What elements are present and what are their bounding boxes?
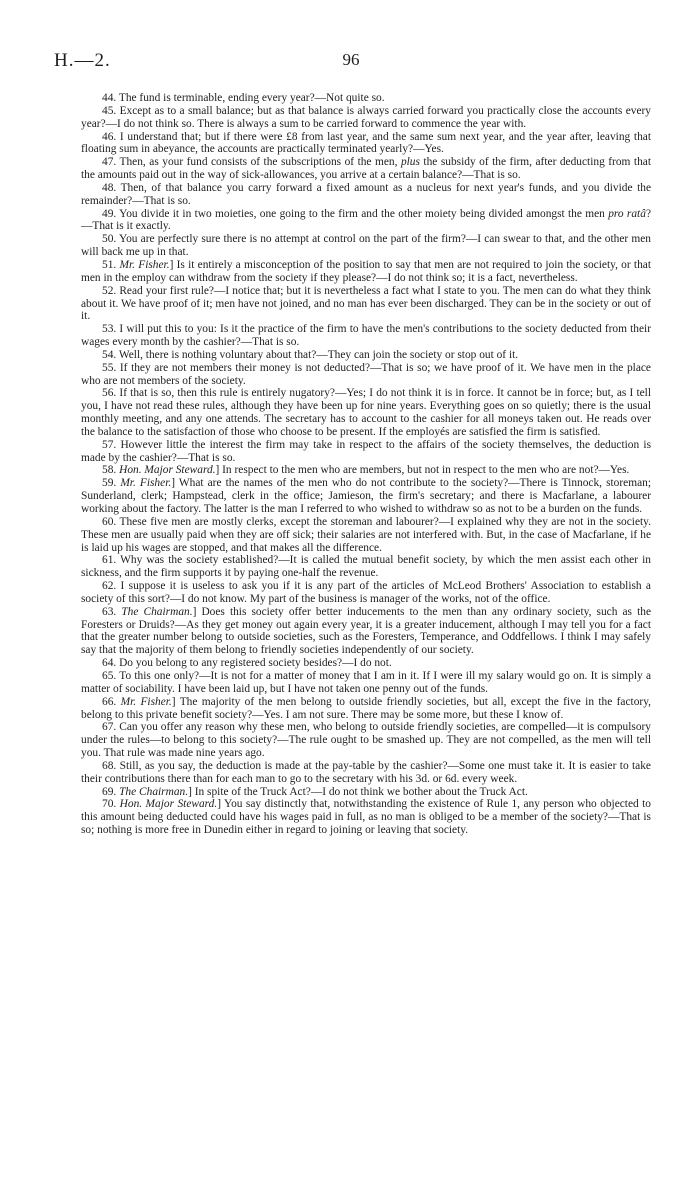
paragraph: 51. Mr. Fisher.] Is it entirely a misconception of the position to say that men are not required to join the society, or that men in the employ can withdraw from the society if they please?—I do not think so; it is a fact, nevertheless. [81,258,651,284]
speaker-name: The Chairman. [121,605,193,618]
paragraph: 54. Well, there is nothing voluntary about that?—They can join the society or stop out of it. [102,348,519,361]
paragraph: 46. I understand that; but if there were £8 from last year, and the same sum next year, and the year after, leaving that floating sum in abeyance, the accounts are practically terminated yearly?—Yes. [81,130,651,156]
paragraph: 47. Then, as your fund consists of the subscriptions of the men, plus the subsidy of the firm, after deducting from that the amounts paid out in the way of sick-allowances, you arrive at a certain balance?—That is so. [81,156,651,182]
paragraph: 70. Hon. Major Steward.] You say distinctly that, notwithstanding the existence of Rule 1, any person who objected to this amount being deducted could have his wages paid in full, as no man is obliged to be a member of the society?—That is so; nothing is more free in Dunedin either in regard to joining or leaving that society. [81,798,651,837]
paragraph: 65. To this one only?—It is not for a matter of money that I am in it. If I were ill my salary would go on. It is simply a matter of sociability. I have been laid up, but I have not taken one penny out of the funds. [81,669,651,695]
paragraph: 53. I will put this to you: Is it the practice of the firm to have the men's contributions to the society deducted from their wages every month by the cashier?—That is so. [81,323,651,349]
paragraph: 49. You divide it in two moieties, one going to the firm and the other moiety being divided amongst the men pro ratâ?—That is it exactly. [81,207,651,233]
paragraph: 57. However little the interest the firm may take in respect to the affairs of the society themselves, the deduction is made by the cashier?—That is so. [81,438,651,464]
paragraph: 59. Mr. Fisher.] What are the names of the men who do not contribute to the society?—There is Tinnock, storeman; Sunderland, clerk; Hampstead, clerk in the office; Jamieson, the firm's secretary; and there is Macfarlane, a labourer working about the factory. The latter is the man I referred to who wished to withdraw so as not to be a burden on the funds. [81,477,651,515]
paragraph: 56. If that is so, then this rule is entirely nugatory?—Yes; I do not think it is in force. It cannot be in force; but, as I tell you, I have not read these rules, although they have been up for nine years. Everything goes on so quietly; there is the usual monthly meeting, and any one attends. The secretary has to account to the cashier for all moneys taken out. He reads over the balance to the satisfaction of those who choose to be present. If the employés are satisfied the firm is satisfied. [81,387,651,438]
speaker-name: Hon. Major Steward. [119,798,218,811]
document-reference: H.—2. [54,50,111,71]
paragraph: 63. The Chairman.] Does this society offer better inducements to the men than any ordinary society, such as the Foresters or Druids?—As they get money out again every year, it is a greater inducement, although I may tell you for a fact that the greater number belong to outside societies, such as the Foresters, Temperance, and Oddfellows. I think I may safely say that the majority of them belong to friendly societies independently of our society. [81,605,651,657]
speaker-name: The Chairman. [119,785,189,798]
paragraph: 64. Do you belong to any registered society besides?—I do not. [102,657,392,670]
paragraph: 66. Mr. Fisher.] The majority of the men belong to outside friendly societies, but all, except the five in the factory, belong to this private benefit society?—Yes. I am not sure. There may be some more, but these I know of. [81,695,651,721]
paragraph: 58. Hon. Major Steward.] In respect to the men who are members, but not in respect to the men who are not?—Yes. [102,464,630,477]
paragraph: 61. Why was the society established?—It is called the mutual benefit society, by which the men assist each other in sickness, and the firm supports it by paying one-half the revenue. [81,554,651,580]
paragraph: 50. You are perfectly sure there is no attempt at control on the part of the firm?—I can swear to that, and the other men will back me up in that. [81,233,651,259]
paragraph: 44. The fund is terminable, ending every year?—Not quite so. [102,92,385,104]
paragraph: 45. Except as to a small balance; but as that balance is always carried forward you practically close the accounts every year?—I do not think so. There is always a sum to be carried forward to commence the year with. [81,104,651,130]
page-header [54,50,648,74]
speaker-name: Mr. Fisher. [119,258,170,271]
speaker-name: Mr. Fisher. [120,695,172,708]
paragraph: 69. The Chairman.] In spite of the Truck Act?—I do not think we bother about the Truck Act. [102,785,528,798]
paragraph: 52. Read your first rule?—I notice that; but it is nevertheless a fact what I state to you. The men can do what they think about it. We have proof of it; men have not joined, and no man has ever been discharged. They can be in the society or out of it. [81,284,651,323]
paragraph: 67. Can you offer any reason why these men, who belong to outside friendly societies, are compelled—it is compulsory under the rules—to belong to this society?—The rule ought to be smashed up. They are not compelled, as the men will tell you. That rule was made nine years ago. [81,721,651,760]
paragraph: 60. These five men are mostly clerks, except the storeman and labourer?—I explained why they are not in the society. These men are usually paid when they are off sick; their salaries are not interfered with. But, in the case of Macfarlane, if he is laid up his wages are stopped, and that makes all the difference. [81,515,651,554]
page-number: 96 [342,50,360,69]
paragraph: 55. If they are not members their money is not deducted?—That is so; we have proof of it. We have men in the place who are not members of the society. [81,361,651,387]
paragraph: 68. Still, as you say, the deduction is made at the pay-table by the cashier?—Some one must take it. It is easier to take their contributions there than for each man to go to the secretary with his 3d. or 6d. every week. [81,759,651,785]
paragraph: 48. Then, of that balance you carry forward a fixed amount as a nucleus for next year's funds, and you divide the remainder?—That is so. [81,181,651,207]
speaker-name: Hon. Major Steward. [119,464,216,477]
paragraph: 62. I suppose it is useless to ask you if it is any part of the articles of McLeod Brothers' Association to establish a society of this sort?—I do not know. My part of the business is manager of the works, not of the office. [81,580,651,605]
speaker-name: Mr. Fisher. [120,477,172,490]
document-body [81,92,651,837]
